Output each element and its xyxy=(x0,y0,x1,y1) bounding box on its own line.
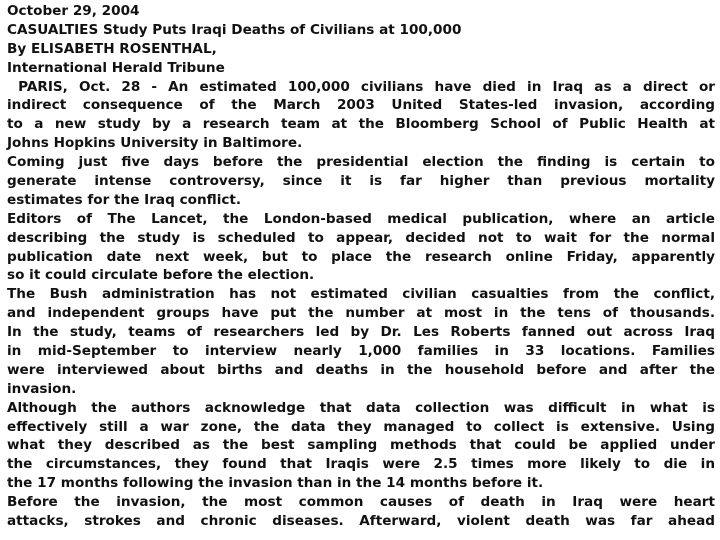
paragraph-line: attacks, strokes and chronic diseases. Afterward, violent death was far ahead xyxy=(7,513,715,530)
paragraph-line: PARIS, Oct. 28 - An estimated 100,000 civilians have died in Iraq as a direct or xyxy=(7,78,715,95)
article-byline: By ELISABETH ROSENTHAL, xyxy=(7,40,217,57)
paragraph-4 xyxy=(7,285,715,323)
paragraph-line: the circumstances, they found that Iraqis were 2.5 times more likely to die in xyxy=(7,456,715,473)
paragraph-line: In the study, teams of researchers led by Dr. Les Roberts fanned out across Iraq xyxy=(7,324,715,341)
paragraph-line: Before the invasion, the most common causes of death in Iraq were heart xyxy=(7,494,715,511)
paragraph-line: so it could circulate before the election. xyxy=(7,267,315,284)
article-publication: International Herald Tribune xyxy=(7,59,225,76)
paragraph-line: Editors of The Lancet, the London-based medical publication, where an article xyxy=(7,210,715,227)
paragraph-line: estimates for the Iraq conflict. xyxy=(7,191,242,208)
paragraph-line: describing the study is scheduled to appear, decided not to wait for the normal xyxy=(7,229,715,246)
article xyxy=(7,2,715,531)
paragraph-line: and independent groups have put the number at most in the tens of thousands. xyxy=(7,305,715,322)
paragraph-line: Although the authors acknowledge that data collection was difficult in what is xyxy=(7,399,715,416)
paragraph-6 xyxy=(7,399,715,493)
article-date: October 29, 2004 xyxy=(7,3,140,19)
article-headline: CASUALTIES Study Puts Iraqi Deaths of Civilians at 100,000 xyxy=(7,21,462,38)
paragraph-line: what they described as the best sampling methods that could be applied under xyxy=(7,437,715,454)
paragraph-1 xyxy=(7,78,715,154)
paragraph-5 xyxy=(7,323,715,399)
paragraph-line: to a new study by a research team at the Bloomberg School of Public Health at xyxy=(7,116,715,133)
paragraph-line: were interviewed about births and deaths in the household before and after the xyxy=(7,361,715,378)
paragraph-line: generate intense controversy, since it is far higher than previous mortality xyxy=(7,173,715,190)
paragraph-line: invasion. xyxy=(7,380,77,397)
paragraph-3 xyxy=(7,210,715,286)
paragraph-line: The Bush administration has not estimated civilian casualties from the conflict, xyxy=(7,286,715,303)
paragraph-line: the 17 months following the invasion than in the 14 months before it. xyxy=(7,475,544,492)
paragraph-line: Johns Hopkins University in Baltimore. xyxy=(7,135,303,152)
paragraph-line: publication date next week, but to place the research online Friday, apparently xyxy=(7,248,715,265)
paragraph-line: in mid-September to interview nearly 1,000 families in 33 locations. Families xyxy=(7,343,715,360)
paragraph-line: indirect consequence of the March 2003 United States-led invasion, according xyxy=(7,97,715,114)
paragraph-7 xyxy=(7,493,715,531)
paragraph-line: effectively still a war zone, the data they managed to collect is extensive. Using xyxy=(7,418,715,435)
paragraph-line: Coming just five days before the presidential election the finding is certain to xyxy=(7,154,715,171)
paragraph-2 xyxy=(7,153,715,210)
